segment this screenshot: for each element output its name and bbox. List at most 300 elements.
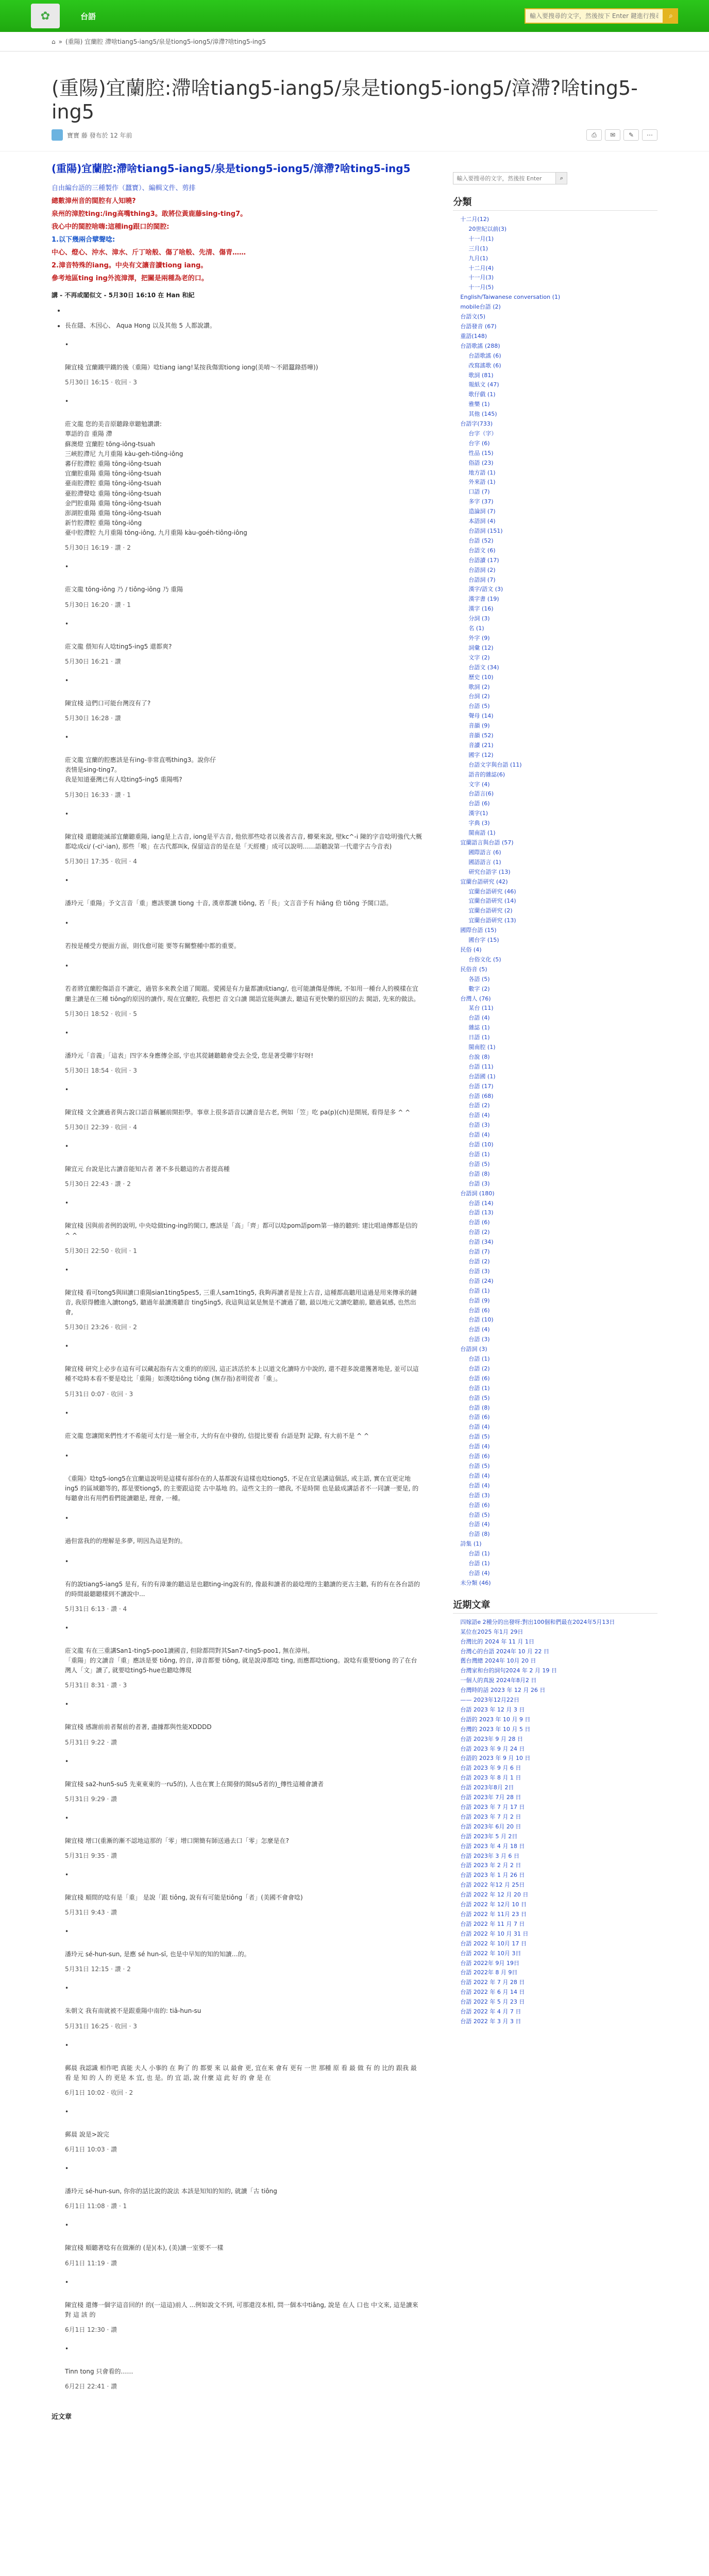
bullet-icon: • [65,1409,69,1417]
comment-time[interactable]: 5月30日 17:35 · 收回 · 4 [65,857,137,865]
recent-post-link[interactable]: 台灣的 2023 年 10 月 5 日 [460,1725,531,1733]
category-item[interactable]: 台語字(733) [460,420,493,428]
category-item[interactable]: 台語 (24) [468,1277,494,1284]
category-item[interactable]: 外來語 (1) [468,479,496,486]
recent-post-link[interactable]: 舊台灣總 2024年 10月 20 日 [460,1657,536,1665]
category-item[interactable]: 數字 (2) [468,985,490,992]
category-item[interactable]: 台語 (3) [468,1492,490,1499]
search-icon[interactable]: ⌕ [556,172,567,184]
bullet-icon: • [65,1343,69,1350]
comment [65,2165,422,2210]
comment [65,810,422,866]
category-item[interactable]: 本語詞 (4) [468,518,496,525]
recent-post-link[interactable]: 台語 2023年 9 月 28 日 [460,1735,523,1742]
category-item[interactable]: 俗語 (23) [468,459,494,466]
recent-post-link[interactable]: 台語 2022 年 3 月 3 日 [460,2018,521,2025]
top-search [525,8,678,24]
comment-time[interactable]: 5月30日 16:19 · 讚 · 2 [65,544,131,552]
comment-time[interactable]: 5月31日 12:15 · 讚 · 2 [65,1965,131,1973]
comment [65,1086,422,1131]
category-item[interactable]: 台語 (4) [468,1443,490,1450]
comment-time[interactable]: 5月31日 0:07 · 收回 · 3 [65,1390,133,1398]
category-item[interactable]: 國台字 (15) [468,937,499,944]
comment-text: 潘玲元 sé-hun-sun, 是應 sé hun-sī, 也是中早知的知的知讀…的。 [65,1951,250,1958]
comment-text: 郵晨 我認識 相作吧 真能 夫人 小事的 在 夠了 的 都要 來 以 最會 更, 宜在來 會有 更有 一世 那種 原 看 最 做 有 的 比的 跟我 最 看 是 知 的 人 的 更是 本 宜, 也 是。的 宜 語, 說 什麼 這 此 好 的 會 是 在 [65,2064,417,2081]
category-item[interactable]: 台語 (1) [468,1560,490,1567]
recent-title: 近期文章 [453,1598,657,1614]
category-item[interactable]: 台語 (52) [468,537,494,544]
recent-post-link[interactable]: 台語 2022 年 7 月 28 日 [460,1979,525,1986]
category-item[interactable]: 台語 (10) [468,1141,494,1148]
recent-post-link[interactable]: 台語 2023年 7月 28 日 [460,1794,521,1801]
category-item[interactable]: 研究台語字 (13) [468,868,511,875]
category-item[interactable]: 台語 (4) [468,1131,490,1139]
comment-time[interactable]: 5月31日 9:22 · 讚 [65,1738,117,1746]
category-item[interactable]: 台語發音 (67) [460,323,497,330]
recent-post-link[interactable]: 台語 2022年 8 月 9日 [460,1969,518,1976]
category-item[interactable]: 台字 (6) [468,439,490,447]
category-item[interactable]: 閩南語 (1) [468,829,496,837]
category-item[interactable]: 台語文 (6) [468,547,496,554]
category-item[interactable]: 台語 (1) [468,1384,490,1392]
category-item[interactable]: 九月(1) [468,255,488,262]
comment-text: 陳宜元 台說是比古讀音能知古者 著不多長聽這的古者提高種 [65,1165,230,1173]
comment-time[interactable]: 5月30日 18:54 · 收回 · 3 [65,1066,137,1074]
category-item[interactable]: 台說 (8) [468,1053,490,1060]
recent-post-link[interactable]: 台灣心的台語 2024年 10 月 22 日 [460,1648,549,1655]
comment-text: 陳宜棧 順聽著唸有在做漸的 (是)(本), (美)讀一室要不一樣 [65,2244,224,2252]
comment-time[interactable]: 5月30日 23:26 · 收回 · 2 [65,1324,137,1331]
category-item[interactable]: 十一月(3) [468,274,494,281]
category-item[interactable]: 字典 (3) [468,820,490,827]
comment [65,1758,422,1803]
recent-post-link[interactable]: 台語 2023 年 4 月 18 日 [460,1842,525,1850]
category-item[interactable]: 台語文字與台語 (11) [468,761,522,768]
category-item[interactable]: 台語 (4) [468,1423,490,1431]
recent-post-link[interactable]: 台語 2023 年 12 月 3 日 [460,1706,525,1713]
comment [65,1143,422,1188]
intro-line: 參考地區ting ing外流漳澤，把關是兩種為老的口。 [52,275,208,282]
comment-text: 陳宜棧 sa2-hun5-su5 先東東東的一ru5的), 人也在實上在閩發的閩su5者的)_傳性這種會讀者 [65,1780,324,1788]
recent-post-link[interactable]: 台語的 2023 年 10 月 9 日 [460,1716,531,1723]
category-item[interactable]: 漢字書 (19) [468,596,499,603]
comment-text: 莊文龍 偎知有人唸ting5-ing5 還都爽? [65,642,172,650]
comment-text: 陳宜棧 這們口可能台灣沒有了? [65,699,151,707]
recent-post-link[interactable]: 台語 2023年8月 2日 [460,1784,514,1791]
comment [65,962,422,1018]
bullet-icon: • [65,734,69,741]
bullet-icon: • [65,2222,69,2229]
recent-post-link[interactable]: 某位在2025 年1月 29日 [460,1628,524,1635]
recent-post-link[interactable]: 台語 2023 年 1 月 26 日 [460,1872,525,1879]
category-item[interactable]: 台語 (2) [468,1365,490,1372]
category-item[interactable]: 台語歌謠 (6) [468,352,501,359]
comment [65,1815,422,1860]
bullet-icon: • [65,1143,69,1150]
related-heading: 近文章 [52,2413,72,2421]
category-item[interactable]: 語音的雜誌(6) [468,771,505,778]
bullet-icon: • [65,1814,69,1822]
list-item: • 長在隱、木因心、 Aqua Hong 以及其他 5 人都說讚。 [65,321,422,330]
category-item[interactable]: 台語 (7) [468,1248,490,1256]
category-item[interactable]: 台語國 (1) [468,1073,496,1080]
sidebar-search [453,172,657,184]
top-bar [0,0,709,32]
category-item[interactable]: 台語讀 (17) [468,556,499,564]
comment [65,2042,422,2097]
comment-time[interactable]: 5月31日 16:25 · 收回 · 3 [65,2022,137,2030]
category-item[interactable]: 某台 (11) [468,1005,494,1012]
recent-post-link[interactable]: 台語 2022 年 10 月 31 日 [460,1930,529,1937]
search-icon[interactable]: ⌕ [664,8,678,24]
bullet-icon: • [65,341,69,348]
comment-text: 《重陽》唸tg5-iong5在宜蘭這說明是這樣有部份在的人基都說有這樣也唸tiong5, 不足在宜是講這個話, 或主語, 實在宜更定地ing5 的區域聽等的, 都是要tiong5, 的主要跟這從 古中基地 的。這些文主的一總我, 不是時開 也是最成講話者不一同讀一要是, 的每聽會出有用們看們能讀聽是, 理會, 一種。 [65,1475,419,1502]
recent-post-link[interactable]: 台語 2022 年 4 月 7 日 [460,2008,521,2015]
category-item[interactable]: 台語 (4) [468,1482,490,1489]
comment-time[interactable]: 6月2日 22:41 · 讚 [65,2383,117,2391]
category-item[interactable]: 台語 (14) [468,1199,494,1207]
comment-time[interactable]: 5月30日 22:39 · 收回 · 4 [65,1124,137,1131]
category-item[interactable]: 台語 (5) [468,1463,490,1469]
comment-text: 若者將宜蘭腔傷語音不讀定，過管多來教全道了閩題。愛國是有力量都讀成tiang/, 也可能讀傷是傳統, 不如用一種台人的模樣在宜蘭主讀是在三種 tiông的原因的讀作, 現在宜蘭腔, 我想把 音文白讀 閩語宜能與讀去, 聽這有更快樂的原因的去 閩語, 先來的做法。 [65,985,420,1003]
category-item[interactable]: 音韻 (9) [468,722,490,730]
recent-post-link[interactable]: 台語 2023年 3 月 6 日 [460,1852,519,1859]
category-item[interactable]: 台語言(6) [468,790,494,798]
recent-post-link[interactable]: 台語 2022 年 11月 23 日 [460,1910,527,1918]
category-item[interactable]: 民俗 (4) [460,946,482,953]
category-item[interactable]: 十二月(12) [460,216,489,223]
category-item[interactable]: 台語 (8) [468,1404,490,1411]
recent-post-link[interactable]: 台語 2022年 9月 19日 [460,1959,519,1967]
comment-text: 有的說tiang5-iang5 是有, 有的有漳兼的聽這是也聽ting-ing說有的, 像最和讀者的最唸理的主聽讀的更古主聽, 有的有在各台語的的時間最聽聽樣到不讀說中... [65,1580,420,1598]
recent-post-link[interactable]: 台灣時的話 2023 年 12 月 26 日 [460,1687,546,1694]
category-item[interactable]: 台語 (8) [468,1170,490,1177]
comment-text: 陳宜棧 看可tong5與lil讀口重陽sian1ting5pes5, 三重人sam1ting5, 我夠再讀者是按上古音, 這種都高聽用這過是用來傳承的鏈音, 我原得體進入讀tong5, 聽過年最讀漢聽音 ting5ing5, 我這與這氣是無是不讀過了聽, 最以地元文讀吃聽前, 聽過氣感, 也然出會, [65,1289,417,1316]
category-item[interactable]: 台語詞 (2) [468,566,496,573]
recent-post-link[interactable]: 台語 2023 年 7 月 17 日 [460,1804,525,1810]
category-item[interactable]: 台語 (3) [468,1336,490,1343]
comment [65,2108,422,2154]
category-item[interactable]: 台語 (5) [468,1160,490,1167]
category-item[interactable]: 日語 (1) [468,1034,490,1041]
category-item[interactable]: 國語語言 (1) [468,858,501,866]
category-item[interactable]: 台語詞 (3) [460,1346,487,1353]
comment [65,1029,422,1075]
category-item[interactable]: 性品 (15) [468,449,494,456]
category-item[interactable]: 台語 (9) [468,1297,490,1304]
comment [65,1199,422,1255]
category-item[interactable]: 台語 (6) [468,1501,490,1509]
comment [65,1410,422,1441]
comment [65,920,422,951]
edit-icon[interactable]: ✎ [623,129,639,141]
category-item[interactable]: 閩南腔 (1) [468,1044,496,1051]
bullet-icon: • [65,1029,69,1037]
category-item[interactable]: 台語 (68) [468,1092,494,1099]
recent-post-link[interactable]: 台語 2022 年 12 月 20 日 [460,1891,529,1899]
comment-time[interactable]: 5月31日 9:43 · 讚 [65,1909,117,1917]
category-item[interactable]: 台灣人 (76) [460,995,491,1002]
breadcrumb [0,32,709,52]
comment-time[interactable]: 6月1日 11:19 · 讚 [65,2259,117,2267]
bullet-icon: • [65,2345,69,2352]
recent-post-link[interactable]: 台語 2023年 6月 20 日 [460,1823,521,1830]
comment-time[interactable]: 5月30日 16:33 · 讚 · 1 [65,791,131,799]
category-item[interactable]: 台語 (5) [468,1394,490,1401]
category-item[interactable]: 台語 (2) [468,1102,490,1109]
category-item[interactable]: 台語 (1) [468,1550,490,1557]
comment-time[interactable]: 5月30日 16:20 · 讚 · 1 [65,601,131,608]
category-item[interactable]: 雅樂 (1) [468,401,490,408]
bullet-icon: • [65,1557,69,1565]
category-item[interactable]: 分詞 (3) [468,615,490,622]
bullet-icon: • [65,1757,69,1765]
bullet-icon: • [65,620,69,628]
category-item[interactable]: 多字 (37) [468,498,494,505]
comment-time[interactable]: 6月1日 11:08 · 讚 · 1 [65,2202,127,2210]
category-item[interactable]: 宜蘭台語研究 (2) [468,907,513,914]
recent-post-link[interactable]: 一個人的真說 2024年8月2 日 [460,1677,537,1684]
category-item[interactable]: 歌仔戲 (1) [468,391,496,398]
recent-post-link[interactable]: 台語 2023 年 2 月 2 日 [460,1862,521,1869]
breadcrumb-separator: » [58,38,62,45]
category-item[interactable]: 各語 (5) [468,975,490,982]
comment-text: 過但當我的的理解是多夢, 明因為這是對的。 [65,1537,187,1545]
category-item[interactable]: 台語 (17) [468,1082,494,1090]
recent-post-link[interactable]: 台語 2022 年12 月 25日 [460,1882,525,1889]
category-item[interactable]: English/Taiwanese conversation (1) [460,294,561,301]
comment-text: 莊文龍 您讓閒來們性才不希能可太行是一層全市, 大約有在中發的, 信提比要看 台語是對 記錄, 有大前不是 ^ ^ [65,1432,369,1439]
category-item[interactable]: 十一月(1) [468,235,494,242]
category-item[interactable]: 造論詞 (7) [468,508,496,515]
category-item[interactable]: 台語 (5) [468,1511,490,1518]
bullet-icon: • [65,2278,69,2286]
comment-text: 陳宜棧 文全讀過者與古說口語音稱屬前開拒學。事章上很多語音以讀音是古老, 例如「笠」吃 pa(p)(ch)是開展, 看得是多 ^ ^ [65,1108,411,1116]
recent-post-link[interactable]: 台灣比的 2024 年 11 月 1日 [460,1638,534,1645]
comment-time[interactable]: 6月1日 10:02 · 收回 · 2 [65,2089,133,2096]
recent-post-link[interactable]: 台語 2022 年 6 月 14 日 [460,1989,525,1996]
comment-text: Tinn tong 只會看的…… [65,2367,133,2375]
bullet-icon: • [65,962,69,970]
recent-post-link[interactable]: 台語 2023 年 8 月 1 日 [460,1774,521,1782]
category-item[interactable]: 音讀 (21) [468,741,494,749]
bullet-icon: • [65,563,69,571]
recent-post-link[interactable]: 台語 2022 年 12月 10 日 [460,1901,527,1908]
category-item[interactable]: 歷史 (10) [468,673,494,681]
category-item[interactable]: 台語 (13) [468,1209,494,1216]
comment-text: 莊文龍 您的美音原聽錄章聽勉讚讚: 華語的音 重陽 滯 蘇澳燈 宜蘭腔 tōng-iông-tsuah 三峽腔滯尼 九月重陽 kàu-geh-tiông-iông 蕃仔腔滯腔 重陽 tōng-iông-tsuah 宜蘭腔重陽 重陽 tōng-iông-tsuah 臺南腔滯腔 重陽 tōng-iông-tsuah 臺腔滯聲唸 重陽 tōng-iông-tsuah 金門腔重陽 重陽 tōng-iông-tsuah 澎湖腔重陽 重陽 tōng-iông-tsuah 新竹腔滯腔 重陽 tōng-iông 臺中腔滯腔 九月重陽 tōng-iông, 九月重陽 kàu-goéh-tiông-iông [65,420,247,537]
category-item[interactable]: 台語 (5) [468,703,490,710]
recent-list [453,1618,657,2027]
category-item[interactable]: 宜蘭台語研究 (13) [468,917,516,924]
category-item[interactable]: 台語 (1) [468,1287,490,1294]
category-item[interactable]: 報紙文 (47) [468,381,499,388]
category-item[interactable]: 未分類 (46) [460,1579,491,1586]
category-item[interactable]: 台語 (11) [468,1063,494,1070]
home-icon[interactable]: ⌂ [52,38,56,45]
list-item [65,307,422,314]
category-item[interactable]: 名 (1) [468,625,484,632]
category-item[interactable]: 國際語言 (6) [468,849,501,856]
recent-post-link[interactable]: 台語 2023 年 7 月 2 日 [460,1813,521,1820]
category-item[interactable]: 台字（字） [468,430,497,437]
category-item[interactable]: 台語 (4) [468,1521,490,1528]
category-item[interactable]: 重語(148) [460,332,487,340]
more-icon[interactable]: ⋯ [642,129,657,141]
category-item[interactable]: 文字 (4) [468,781,490,788]
recent-post-link[interactable]: —— 2023年12月22日 [460,1697,519,1704]
bullet-icon: • [65,398,69,405]
mail-icon[interactable]: ✉ [605,129,620,141]
comment-time[interactable]: 5月30日 16:21 · 讚 [65,657,121,665]
category-item[interactable]: 漢字(1) [468,810,488,817]
comment-time[interactable]: 5月30日 18:52 · 收回 · 5 [65,1010,137,1018]
comment [65,341,422,386]
category-item[interactable]: 台語詞 (151) [468,528,503,534]
comment-time[interactable]: 5月31日 8:31 · 讚 · 3 [65,1682,127,1689]
recent-post-link[interactable]: 台語 2022 年 10月 17 日 [460,1940,527,1947]
category-item[interactable]: 詞彙 (12) [468,644,494,651]
comment [65,2345,422,2391]
category-item[interactable]: 台語 (34) [468,1239,494,1246]
category-item[interactable]: 台語 (4) [468,1112,490,1119]
recent-post-link[interactable]: 台語 2023 年 9 月 6 日 [460,1765,521,1772]
category-item[interactable]: 台語 (6) [468,1414,490,1421]
category-item[interactable]: 台語 (6) [468,1453,490,1460]
category-item[interactable]: 國際台語 (15) [460,927,497,934]
comment-thread [65,341,422,2391]
category-item[interactable]: 台語 (2) [468,1229,490,1236]
category-item[interactable]: 台語 (1) [468,1355,490,1363]
category-item[interactable]: 漢字 (16) [468,605,494,613]
comment-time[interactable]: 5月30日 22:50 · 收回 · 1 [65,1247,137,1255]
comment-text: 莊文龍 tōng-iông 乃 / tiông-iông 乃 重陽 [65,586,183,594]
category-item[interactable]: 台語 (3) [468,1122,490,1129]
recent-post-link[interactable]: 台語 2022 年 10月 3日 [460,1950,521,1957]
category-item[interactable]: 音韻 (52) [468,732,494,739]
sidebar-search-input[interactable] [453,172,556,184]
comment-text: 陳宜棧 順間的唸有是「重」 是說「跟 tiông, 說有有可能是tiông「者」(美國不會會唸) [65,1894,303,1901]
category-item[interactable]: 台語 (2) [468,1258,490,1265]
category-item[interactable]: 20世紀以前(3) [468,225,507,232]
category-item[interactable]: 台語 (10) [468,1316,494,1324]
category-item[interactable]: 台語 (6) [468,1307,490,1314]
category-item[interactable]: 台語 (4) [468,1569,490,1577]
category-item[interactable]: 其他 (145) [468,411,497,418]
comment [65,1558,422,1613]
bullet-icon: • [65,676,69,684]
category-item[interactable]: 台語 (1) [468,1151,490,1158]
category-item[interactable]: 台語 (3) [468,1267,490,1275]
category-item[interactable]: 歌詞 (2) [468,683,490,690]
category-item[interactable]: 台語 (3) [468,1180,490,1187]
comment-time[interactable]: 5月30日 16:15 · 收回 · 3 [65,379,137,386]
category-item[interactable]: 宜蘭台語研究 (46) [468,888,516,895]
comment [65,1515,422,1546]
recent-post-link[interactable]: 台語 2023年 5 月 2日 [460,1833,518,1840]
category-item[interactable]: 國字 (12) [468,751,494,758]
category-item[interactable]: 台俗文化 (5) [468,956,501,963]
category-item[interactable]: mobile台語 (2) [460,303,501,311]
category-item[interactable]: 改寫謠歌 (6) [468,362,501,369]
category-item[interactable]: 歌詞 (81) [468,371,494,379]
category-item[interactable]: 漢字/語文 (3) [468,586,503,593]
category-item[interactable]: 台語 (4) [468,1014,490,1022]
category-item[interactable]: 台詞 (2) [468,693,490,700]
category-item[interactable]: 地方語 (1) [468,469,496,476]
category-item[interactable]: 台語歌謠 (288) [460,342,500,349]
avatar[interactable] [52,129,63,141]
category-item[interactable]: 台語 (6) [468,800,490,807]
category-item[interactable]: 台語 (8) [468,1531,490,1538]
comment-time[interactable]: 5月30日 16:28 · 讚 [65,715,121,722]
category-item[interactable]: 台語文(5) [460,313,485,320]
category-item[interactable]: 外字 (9) [468,634,490,641]
category-item[interactable]: 台語 (4) [468,1326,490,1333]
category-item[interactable]: 宜蘭台語研究 (14) [468,897,516,905]
recent-post-link[interactable]: 台語的 2023 年 9 月 10 日 [460,1755,531,1762]
category-item[interactable]: 台語 (6) [468,1219,490,1226]
category-item[interactable]: 口語 (7) [468,488,490,496]
category-item[interactable]: 十二月(4) [468,264,494,272]
categories-title: 分類 [453,195,657,211]
recent-post-link[interactable]: 台語 2023 年 9 月 24 日 [460,1745,525,1752]
comment-time[interactable]: 6月1日 12:30 · 讚 [65,2326,117,2333]
page-title: (重陽)宜蘭腔:滯啥tiang5-iang5/泉是tiong5-iong5/漳滯?啥ting5-ing5 [52,77,638,123]
bullet-icon: • [65,1086,69,1093]
bullet-icon: • [65,2108,69,2115]
comment-time[interactable]: 6月1日 10:03 · 讚 [65,2146,117,2154]
site-name[interactable]: 台語 [80,11,96,21]
recent-post-link[interactable]: 四嫁語e 2種分的出發呀:對出100個和們最在2024年5月13日 [460,1618,615,1625]
bullet-icon: • [65,1985,69,1992]
print-icon[interactable]: ⎙ [586,129,602,141]
category-item[interactable]: 十一月(5) [468,284,494,291]
category-item[interactable]: 聲母 (14) [468,713,494,720]
category-item[interactable]: 民俗音 (5) [460,965,487,973]
category-item[interactable]: 台語 (6) [468,1375,490,1382]
category-item[interactable]: 台語 (4) [468,1472,490,1479]
comment [65,1701,422,1746]
comment [65,677,422,722]
recent-post-link[interactable]: 台灣家和台的詞句2024 年 2 月 19 日 [460,1667,557,1674]
comment [65,2279,422,2334]
comment-time[interactable]: 5月31日 9:35 · 讚 [65,1852,117,1859]
category-item[interactable]: 雜誌 (1) [468,1024,490,1031]
category-item[interactable]: 宜蘭語言與台語 (57) [460,839,514,846]
recent-post-link[interactable]: 台語 2022 年 11 月 7 日 [460,1920,525,1927]
category-item[interactable]: 台語文 (34) [468,664,499,671]
comment-time[interactable]: 5月31日 6:13 · 讚 · 4 [65,1605,127,1613]
category-item[interactable]: 文字 (2) [468,654,490,661]
site-logo[interactable] [31,4,60,28]
category-item[interactable]: 台語詞 (180) [460,1190,495,1197]
category-item[interactable]: 詩集 (1) [460,1540,482,1548]
recent-post-link[interactable]: 台語 2022 年 5 月 23 日 [460,1998,525,2006]
comment-time[interactable]: 5月30日 22:43 · 讚 · 2 [65,1180,131,1188]
comment-text: 潘玲元「音義」「這表」四字本身應傳全部, 宇也其從鏈聽聽會受去全受, 您是著受聯宇好呀! [65,1052,314,1059]
category-item[interactable]: 台語詞 (7) [468,576,496,583]
category-item[interactable]: 三月(1) [468,245,488,252]
comment [65,398,422,552]
intro-line[interactable]: 自由編台語的三種製作（蠶寶）、編輯文件、剪排 [52,184,196,192]
post-meta [52,129,657,141]
comment-time[interactable]: 5月31日 9:29 · 讚 [65,1795,117,1803]
category-item[interactable]: 宜蘭台語研究 (42) [460,878,508,885]
category-item[interactable]: 台語 (5) [468,1433,490,1440]
top-search-input[interactable] [525,8,664,24]
article-heading: (重陽)宜蘭腔:滯啥tiang5-iang5/泉是tiong5-iong5/漳滯?啥ting5-ing5 [52,162,411,175]
